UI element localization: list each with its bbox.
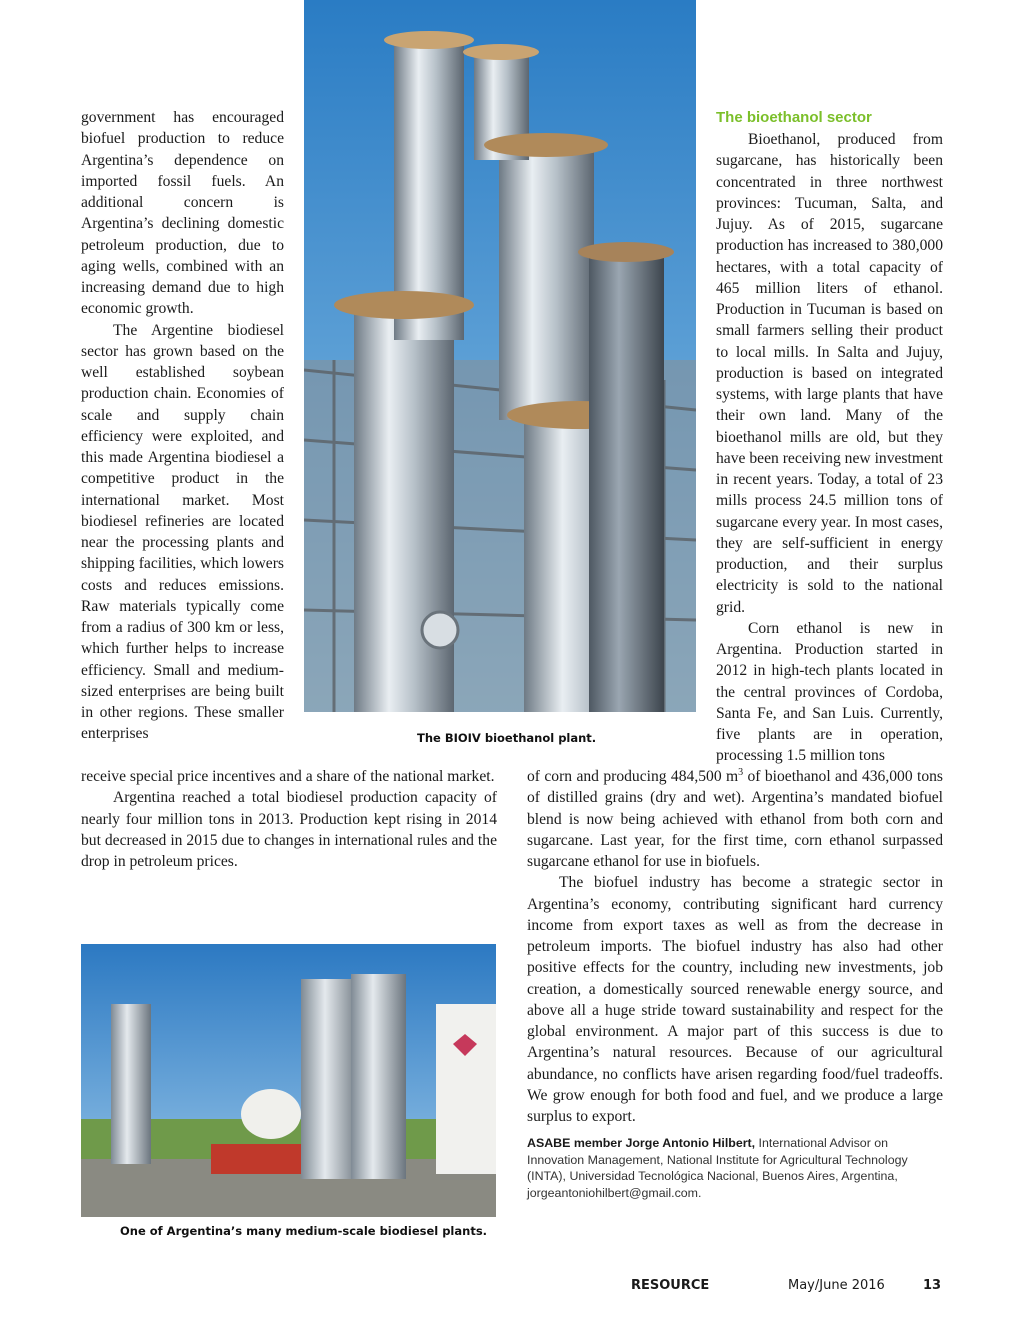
magazine-name: RESOURCE	[631, 1278, 710, 1293]
right-paragraph-2: Corn ethanol is new in Argentina. Production started in 2012 in high-tech plants located in the central provinces of Cordoba, Santa Fe, and San Luis. Currently, five plants are in operation, processing 1.5 million tons	[716, 619, 943, 765]
author-name: ASABE member Jorge Antonio Hilbert,	[527, 1136, 756, 1150]
top-photo-caption: The BIOIV bioethanol plant.	[417, 731, 597, 745]
page-number: 13	[923, 1278, 942, 1293]
bioethanol-plant-photo	[304, 0, 696, 712]
right-paragraph-2-cont-a: of corn and producing 484,500 m	[527, 768, 739, 785]
biodiesel-plant-illustration	[81, 944, 496, 1217]
right-paragraph-2-continued	[527, 766, 943, 872]
biodiesel-plant-photo	[81, 944, 496, 1217]
left-column-wide	[81, 766, 497, 872]
issue-date: May/June 2016	[788, 1278, 885, 1293]
author-description: International Advisor on Innovation Management, National Institute for Agricultural Technology (INTA), Universidad Tecnológica Nacional, Buenos Aires, Argentina, jorgeantoniohilbert@gmail.com.	[527, 1136, 908, 1200]
bioethanol-towers-illustration	[304, 0, 696, 712]
page-footer	[0, 1278, 1024, 1298]
left-paragraph-2: The Argentine biodiesel sector has grown based on the well established soybean production chain. Economies of scale and supply chain efficiency were exploited, and this made Argentina biodiesel a competitive product in the international market. Most biodiesel refineries are located near the processing plants and shipping facilities, which lowers costs and reduces emissions. Raw materials typically come from a radius of 300 km or less, which further helps to increase efficiency. Small and medium-sized enterprises are being built in other regions. These smaller enterprises	[81, 321, 284, 743]
left-paragraph-3: Argentina reached a total biodiesel production capacity of nearly four million tons in 2013. Production kept rising in 2014 but decreased in 2015 due to changes in international rules and the drop in petroleum prices.	[81, 789, 497, 870]
right-paragraph-3: The biofuel industry has become a strategic sector in Argentina’s economy, contributing significant hard currency income from export taxes as well as from the decrease in petroleum imports. The biofuel industry has also had other positive effects for the country, including new investments, job creation, a domestically sourced renewable energy source, and above all a huge stride toward sustainability and respect for the global environment. A major part of this success is due to Argentina’s natural resources. Because of our agricultural abundance, no conflicts have arisen regarding food/fuel tradeoffs. We grow enough for both food and fuel, and we produce a large surplus to export.	[527, 874, 943, 1125]
left-column	[81, 107, 284, 745]
right-paragraph-2-cont-b: of bioethanol and 436,000 tons of distilled grains (dry and wet). Argentina’s mandated biofuel blend is now being achieved with ethanol from both corn and sugarcane. Last year, for the first time, corn ethanol surpassed sugarcane ethanol for use in biofuels.	[527, 768, 943, 870]
right-column	[716, 107, 943, 767]
section-heading: The bioethanol sector	[716, 109, 872, 126]
right-paragraph-1: Bioethanol, produced from sugarcane, has historically been concentrated in three northwest provinces: Tucuman, Salta, and Jujuy. As of 2015, sugarcane production has increased to 380,000 hectares, with a total capacity of 465 million liters of ethanol. Production in Tucuman is based on small farmers selling their product to local mills. In Salta and Jujuy, production is based on integrated systems, with large plants that have their own land. Many of the bioethanol mills are old, but they have been receiving new investment in recent years. Today, a total of 23 mills process 24.5 million tons of sugarcane every year. In most cases, they are self-sufficient in energy production, and their surplus electricity is sold to the national grid.	[716, 131, 943, 616]
cubic-superscript: 3	[738, 766, 744, 778]
left-paragraph-2-continued: receive special price incentives and a share of the national market.	[81, 768, 495, 785]
author-bio	[527, 1135, 943, 1201]
left-paragraph-1: government has encouraged biofuel production to reduce Argentina’s dependence on imported fossil fuels. An additional concern is Argentina’s declining domestic petroleum production, due to aging wells, combined with an increasing demand due to high economic growth.	[81, 109, 284, 318]
right-column-wide	[527, 766, 943, 1127]
bottom-photo-caption: One of Argentina’s many medium-scale biodiesel plants.	[120, 1224, 488, 1238]
